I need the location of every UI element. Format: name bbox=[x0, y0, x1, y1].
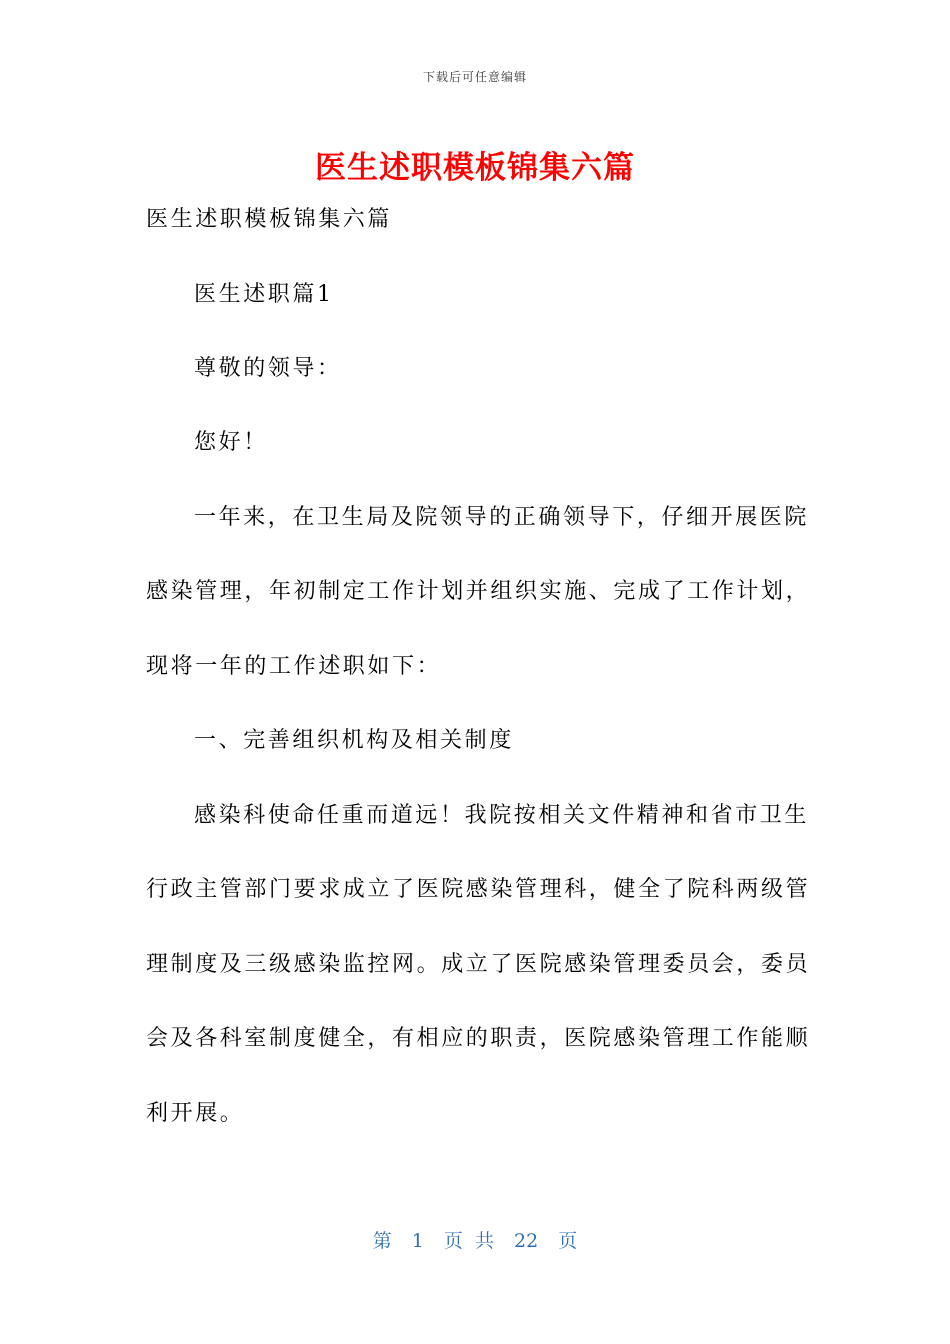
header-note: 下载后可任意编辑 bbox=[422, 70, 527, 84]
footer-mid: 页 共 bbox=[443, 1230, 494, 1252]
paragraph-line: 利开展。 bbox=[146, 1101, 245, 1126]
paragraph-line: 理制度及三级感染监控网。成立了医院感染管理委员会，委员 bbox=[146, 952, 811, 977]
paragraph-line: 行政主管部门要求成立了医院感染管理科，健全了院科两级管 bbox=[146, 877, 811, 902]
subsection-heading: 一、完善组织机构及相关制度 bbox=[194, 728, 514, 753]
salutation: 尊敬的领导： bbox=[194, 356, 342, 381]
footer-prefix: 第 bbox=[372, 1230, 392, 1252]
greeting: 您好！ bbox=[194, 430, 268, 455]
paragraph-line: 会及各科室制度健全，有相应的职责，医院感染管理工作能顺 bbox=[146, 1026, 811, 1051]
page-footer bbox=[0, 1226, 950, 1253]
subtitle-line: 医生述职模板锦集六篇 bbox=[146, 207, 393, 232]
document-title: 医生述职模板锦集六篇 bbox=[315, 150, 635, 186]
paragraph-line: 感染管理，年初制定工作计划并组织实施、完成了工作计划， bbox=[146, 579, 811, 604]
paragraph-line: 现将一年的工作述职如下： bbox=[146, 654, 442, 679]
footer-suffix: 页 bbox=[558, 1230, 578, 1252]
paragraph-line: 感染科使命任重而道远！我院按相关文件精神和省市卫生 bbox=[194, 803, 810, 828]
section-heading: 医生述职篇1 bbox=[194, 282, 334, 307]
paragraph-line: 一年来，在卫生局及院领导的正确领导下，仔细开展医院 bbox=[194, 505, 810, 530]
footer-page-number: 1 bbox=[411, 1230, 424, 1252]
footer-total-pages: 22 bbox=[514, 1230, 539, 1252]
